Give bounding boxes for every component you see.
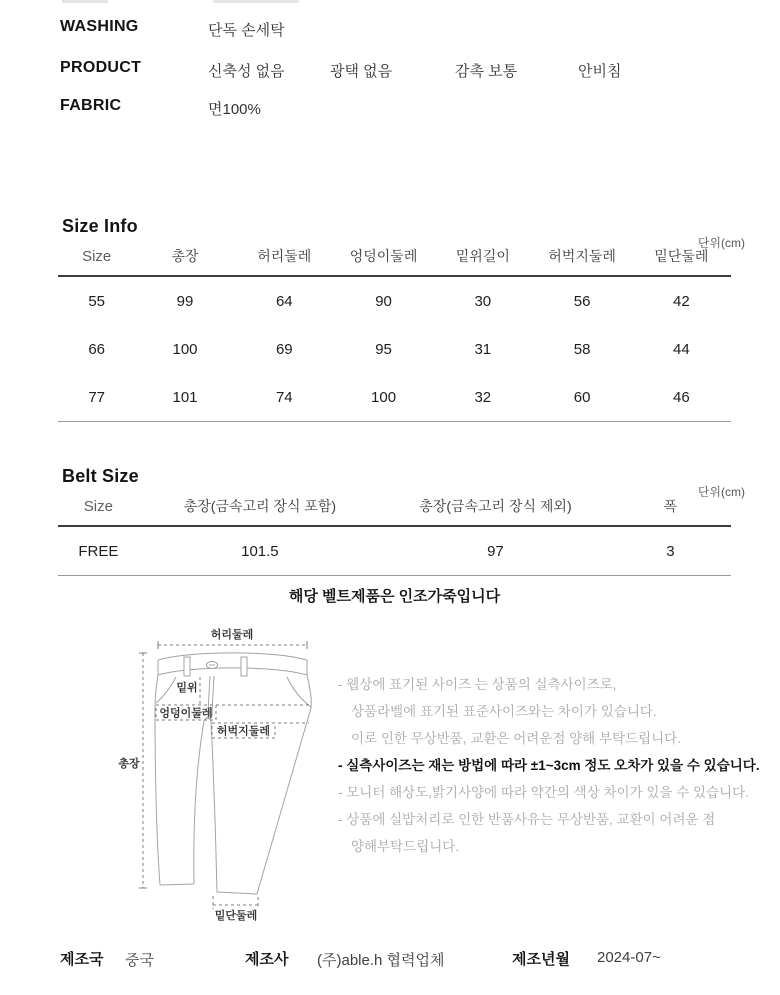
cell: 46	[632, 373, 731, 422]
cell: 100	[334, 373, 433, 422]
notice-line: 이로 인한 무상반품, 교환은 어려운점 양해 부탁드립니다.	[351, 731, 681, 746]
hem-col-header: 밑단둘레	[632, 246, 731, 276]
cell: 74	[235, 373, 334, 422]
product-value-touch: 감촉 보통	[455, 63, 518, 80]
size-col-header: Size	[58, 246, 135, 276]
pants-measurement-diagram	[100, 620, 345, 935]
size-notice-list	[338, 671, 763, 860]
size-row-55	[58, 276, 731, 325]
belt-table-header-row	[58, 496, 731, 526]
hem-measure-label: 밑단둘레	[214, 910, 258, 922]
cell: 42	[673, 292, 690, 310]
cell: 77	[58, 373, 135, 422]
notice-line-emphasized: - 실측사이즈는 재는 방법에 따라 ±1~3cm 정도 오차가 있을 수 있습니다.	[338, 758, 760, 773]
cell: 90	[375, 292, 392, 310]
cell: 99	[176, 292, 194, 310]
cell: 58	[573, 340, 591, 358]
date-value: 2024-07~	[597, 949, 661, 966]
measure-lines	[143, 645, 312, 909]
cell: 100	[172, 340, 198, 358]
notice-line: 양해부탁드립니다.	[351, 839, 460, 854]
maker-label: 제조사	[245, 951, 289, 968]
length-col-header: 총장	[135, 246, 234, 276]
belt-table	[58, 496, 731, 576]
clipped-text-fragment	[62, 0, 108, 3]
belt-material-note: 해당 벨트제품은 인조가죽입니다	[288, 588, 501, 605]
length-measure-label: 총장	[118, 758, 140, 770]
cell: 97	[381, 526, 610, 576]
rise-col-header: 밑위길이	[433, 246, 532, 276]
size-row-66	[58, 325, 731, 373]
belt-size-unit: 단위(cm)	[697, 485, 745, 499]
product-value-gloss: 광택 없음	[330, 63, 393, 80]
cell: 69	[275, 340, 293, 358]
belt-size-title: Belt Size	[62, 466, 139, 486]
cell: 101.5	[139, 526, 381, 576]
belt-length-excl-header: 총장(금속고리 장식 제외)	[381, 496, 610, 526]
cell: 3	[610, 526, 731, 576]
size-table	[58, 246, 731, 422]
measure-ticks	[139, 641, 307, 888]
washing-row	[60, 18, 760, 38]
size-info-title: Size Info	[62, 216, 138, 236]
waist-measure-label: 허리둘레	[210, 629, 254, 641]
country-label: 제조국	[60, 951, 104, 968]
belt-size-col-header: Size	[58, 496, 139, 526]
clipped-text-fragment	[213, 0, 299, 3]
size-info-unit: 단위(cm)	[697, 236, 745, 250]
washing-value: 단독 손세탁	[208, 22, 285, 39]
cell: 60	[532, 373, 631, 422]
hip-measure-label: 엉덩이둘레	[159, 707, 213, 720]
belt-width-header: 폭	[610, 496, 731, 526]
waist-col-header: 허리둘레	[235, 246, 334, 276]
cell: 55	[88, 292, 106, 310]
cell: 31	[474, 340, 492, 358]
hip-col-header: 엉덩이둘레	[334, 246, 433, 276]
product-value-stretch: 신축성 없음	[208, 63, 285, 80]
fabric-row	[60, 97, 760, 117]
notice-line: - 상품에 실밥처리로 인한 반품사유는 무상반품, 교환이 어려운 점	[338, 812, 716, 827]
fabric-label: FABRIC	[60, 97, 122, 114]
cell: 101	[135, 373, 234, 422]
cell: 56	[573, 292, 591, 310]
maker-value: (주)able.h 협력업체	[317, 952, 445, 969]
rise-measure-label: 밑위	[176, 682, 198, 694]
belt-row-free	[58, 526, 731, 576]
notice-line: 상품라벨에 표기된 표준사이즈와는 차이가 있습니다.	[351, 704, 657, 719]
notice-line: - 웹상에 표기된 사이즈 는 상품의 실측사이즈로,	[338, 677, 617, 692]
size-row-77	[58, 373, 731, 422]
cell: 66	[88, 340, 106, 358]
date-label: 제조년월	[512, 951, 570, 968]
size-table-header-row	[58, 246, 731, 276]
manufacture-row	[0, 948, 780, 968]
cell: 44	[673, 340, 690, 358]
notice-line: - 모니터 해상도,밝기사양에 따라 약간의 색상 차이가 있을 수 있습니다.	[338, 785, 749, 800]
cell: 64	[275, 292, 293, 310]
product-row	[60, 59, 760, 79]
product-value-sheer: 안비침	[578, 63, 622, 80]
belt-length-incl-header: 총장(금속고리 장식 포함)	[139, 496, 381, 526]
thigh-col-header: 허벅지둘레	[532, 246, 631, 276]
country-value: 중국	[125, 952, 154, 969]
thigh-measure-label: 허벅지둘레	[216, 725, 271, 738]
cell: FREE	[58, 526, 139, 576]
product-label: PRODUCT	[60, 59, 142, 76]
cell: 95	[375, 340, 392, 358]
cell: 32	[433, 373, 532, 422]
fabric-value: 면100%	[208, 101, 261, 118]
cell: 30	[474, 292, 492, 310]
washing-label: WASHING	[60, 18, 139, 35]
